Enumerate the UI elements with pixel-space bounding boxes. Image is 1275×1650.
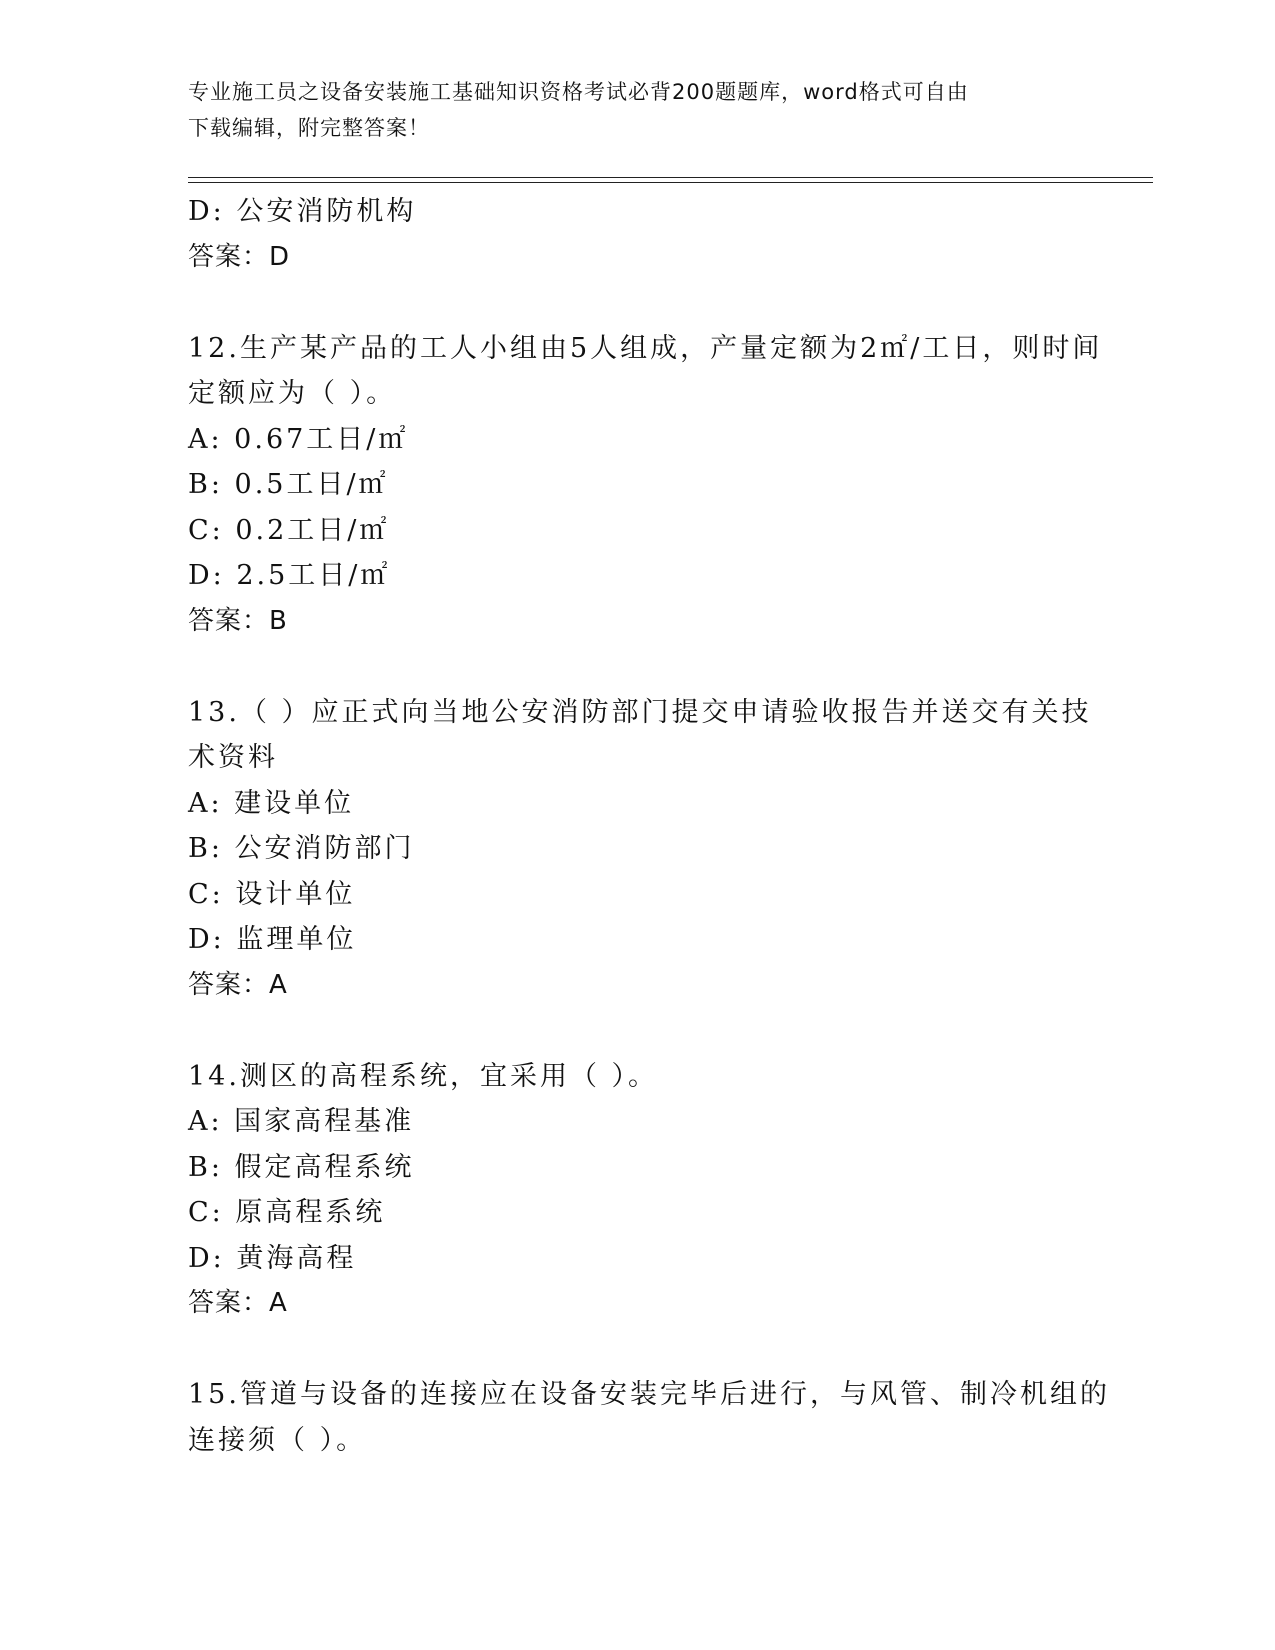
- option-d: D: 2.5工日/㎡: [188, 560, 391, 591]
- question-stem-line: 术资料: [188, 742, 278, 773]
- previous-question-answer: 答案：D: [188, 241, 291, 272]
- spacer: [188, 1008, 1088, 1054]
- spacer: [188, 280, 1088, 326]
- question-stem-line: 12.生产某产品的工人小组由5人组成，产量定额为2㎡/工日，则时间: [188, 332, 1103, 364]
- option-c: C: 0.2工日/㎡: [188, 514, 390, 546]
- question-13: [188, 690, 1092, 1009]
- question-stem-line: 15.管道与设备的连接应在设备安装完毕后进行，与风管、制冷机组的: [188, 1379, 1110, 1410]
- option-d: D: 黄海高程: [188, 1242, 357, 1274]
- spacer: [188, 1327, 1088, 1373]
- question-15: [188, 1372, 1110, 1463]
- option-c: C: 设计单位: [188, 878, 356, 910]
- answer: 答案：A: [188, 969, 288, 1000]
- header-divider-top: [188, 177, 1153, 178]
- answer: 答案：A: [188, 1288, 288, 1318]
- option-a: A: 0.67工日/㎡: [188, 423, 409, 455]
- page-header: [188, 74, 1088, 146]
- option-a: A: 建设单位: [188, 787, 355, 819]
- question-stem-line: 14.测区的高程系统，宜采用（ ）。: [188, 1060, 659, 1092]
- answer: 答案：B: [188, 605, 288, 636]
- header-title-line-1: 专业施工员之设备安装施工基础知识资格考试必背200题题库，word格式可自由: [188, 80, 969, 104]
- question-stem-line: 连接须（ ）。: [188, 1424, 367, 1456]
- header-divider-bottom: [188, 182, 1153, 183]
- question-list: [188, 189, 1110, 1463]
- question-stem-line: 13.（ ）应正式向当地公安消防部门提交申请验收报告并送交有关技: [188, 696, 1092, 728]
- option-b: B: 公安消防部门: [188, 833, 415, 864]
- option-d: D: 监理单位: [188, 924, 357, 955]
- spacer: [188, 644, 1088, 690]
- option-a: A: 国家高程基准: [188, 1106, 415, 1137]
- previous-question-option-d: D: 公安消防机构: [188, 196, 417, 227]
- option-c: C: 原高程系统: [188, 1197, 386, 1228]
- question-14: [188, 1054, 1088, 1327]
- question-stem-line: 定额应为（ ）。: [188, 378, 397, 409]
- option-b: B: 0.5工日/㎡: [188, 469, 389, 500]
- question-12: [188, 326, 1103, 645]
- option-b: B: 假定高程系统: [188, 1151, 415, 1183]
- header-title-line-2: 下载编辑，附完整答案！: [188, 116, 430, 140]
